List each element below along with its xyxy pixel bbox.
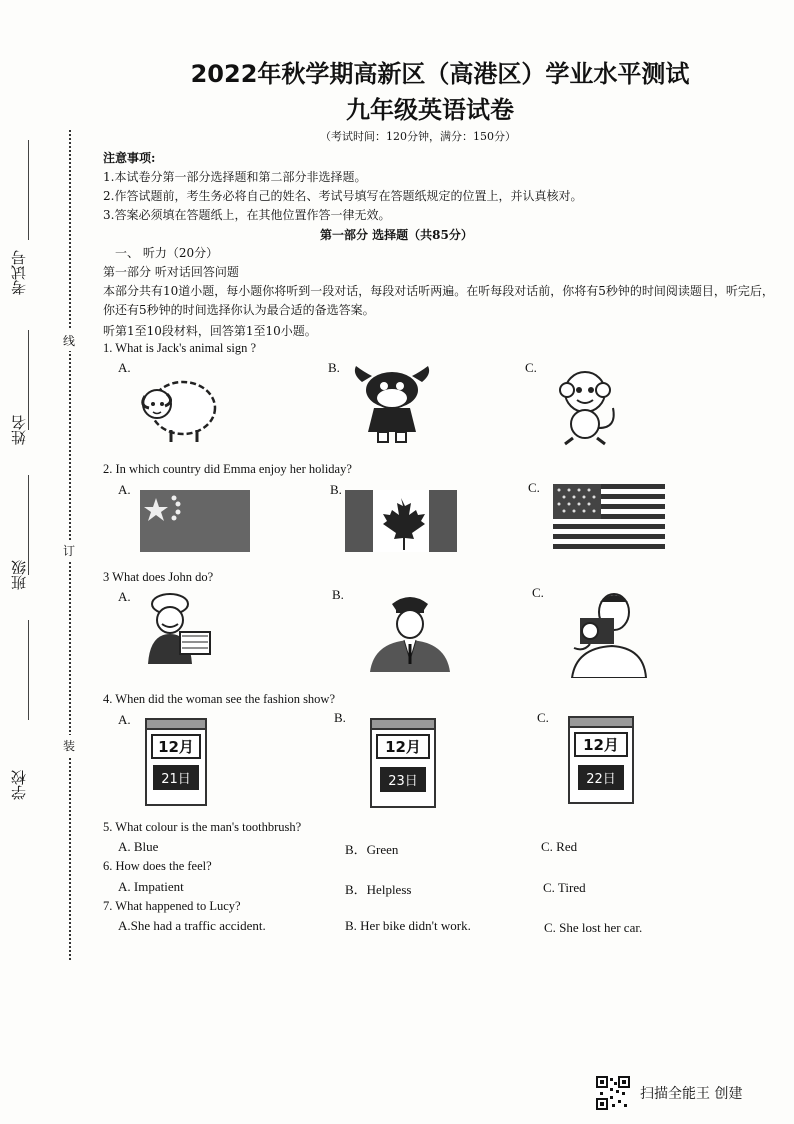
question-1: 1. What is Jack's animal sign ?	[103, 341, 257, 355]
name-write-line	[28, 140, 29, 240]
calendar-day: 23日	[380, 767, 426, 792]
q2-option-b: B.	[330, 482, 342, 497]
note-item: 2.作答试题前，考生务必将自己的姓名、考试号填写在答题纸规定的位置上，并认真核对。	[103, 189, 583, 203]
qr-code-icon	[596, 1076, 630, 1110]
policeman-icon	[368, 592, 453, 672]
question-5: 5. What colour is the man's toothbrush?	[103, 820, 302, 834]
calendar-month: 12月	[376, 734, 430, 759]
notes-heading: 注意事项:	[103, 151, 156, 165]
note-item: 3.答案必须填在答题纸上，在其他位置作答一律无效。	[103, 208, 391, 222]
binding-mark-staple: 订	[63, 540, 75, 561]
listening-instructions: 本部分共有10道小题，每小题你将听到一段对话，每段对话听两遍。在听每段对话前，你将有5秒钟的时间阅读题目，听完后，你还有5秒钟的时间选择你认为最合适的备选答案。	[103, 284, 774, 317]
exam-number-label: 考试号	[10, 250, 28, 295]
q4-option-c: C.	[537, 710, 549, 725]
listening-section: 一、 听力（20分）	[115, 246, 219, 260]
cook-icon	[140, 592, 215, 667]
usa-flag-icon	[553, 484, 665, 550]
calendar-b	[370, 718, 436, 808]
binding-mark-bind: 装	[63, 735, 75, 756]
binding-mark-line: 线	[63, 330, 75, 351]
q6-option-a: A. Impatient	[118, 879, 184, 894]
school-label: 学校	[10, 770, 28, 800]
q7-option-a: A.She had a traffic accident.	[118, 918, 266, 933]
q5-option-c: C. Red	[541, 839, 578, 854]
q3-option-b: B.	[332, 587, 344, 602]
part1-heading: 第一部分 选择题（共85分）	[320, 228, 473, 242]
question-7: 7. What happened to Lucy?	[103, 899, 241, 913]
q4-option-b: B.	[334, 710, 346, 725]
exam-info: （考试时间：120分钟，满分：150分）	[320, 130, 516, 143]
q3-option-a: A.	[118, 589, 131, 604]
scanner-watermark: 扫描全能王 创建	[640, 1086, 743, 1102]
calendar-day: 22日	[578, 765, 624, 790]
question-3: 3 What does John do?	[103, 570, 214, 584]
q7-option-c: C. She lost her car.	[544, 920, 643, 935]
name-label: 姓名	[10, 415, 28, 445]
q5-option-b: B．Green	[345, 842, 399, 857]
school-write-line	[28, 620, 29, 720]
canada-flag-icon	[345, 490, 457, 552]
class-label: 班级	[10, 560, 28, 590]
q1-option-b: B.	[328, 360, 340, 375]
listening-subsection: 第一部分 听对话回答问题	[103, 265, 239, 279]
q7-option-b: B. Her bike didn't work.	[345, 918, 471, 933]
q2-option-a: A.	[118, 482, 131, 497]
exam-title: 2022年秋学期高新区（高港区）学业水平测试	[190, 60, 690, 88]
q6-option-b: B．Helpless	[345, 882, 412, 897]
q2-option-c: C.	[528, 480, 540, 495]
q3-option-c: C.	[532, 585, 544, 600]
calendar-c	[568, 716, 634, 804]
cameraman-icon	[568, 590, 648, 678]
question-2: 2. In which country did Emma enjoy her holiday?	[103, 462, 352, 476]
exam-subtitle: 九年级英语试卷	[346, 96, 514, 124]
calendar-month: 12月	[574, 732, 628, 757]
ox-icon	[350, 362, 435, 447]
monkey-icon	[553, 368, 623, 446]
q4-option-a: A.	[118, 712, 131, 727]
q1-option-c: C.	[525, 360, 537, 375]
q6-option-c: C. Tired	[543, 880, 586, 895]
calendar-day: 21日	[153, 765, 199, 790]
note-item: 1.本试卷分第一部分选择题和第二部分非选择题。	[103, 170, 367, 184]
question-4: 4. When did the woman see the fashion show?	[103, 692, 336, 706]
question-6: 6. How does the feel?	[103, 859, 212, 873]
calendar-a	[145, 718, 207, 806]
q5-option-a: A. Blue	[118, 839, 159, 854]
listening-material: 听第1至10段材料，回答第1至10小题。	[103, 324, 317, 338]
china-flag-icon	[140, 490, 250, 552]
calendar-month: 12月	[151, 734, 201, 759]
sheep-icon	[135, 368, 220, 448]
q1-option-a: A.	[118, 360, 131, 375]
